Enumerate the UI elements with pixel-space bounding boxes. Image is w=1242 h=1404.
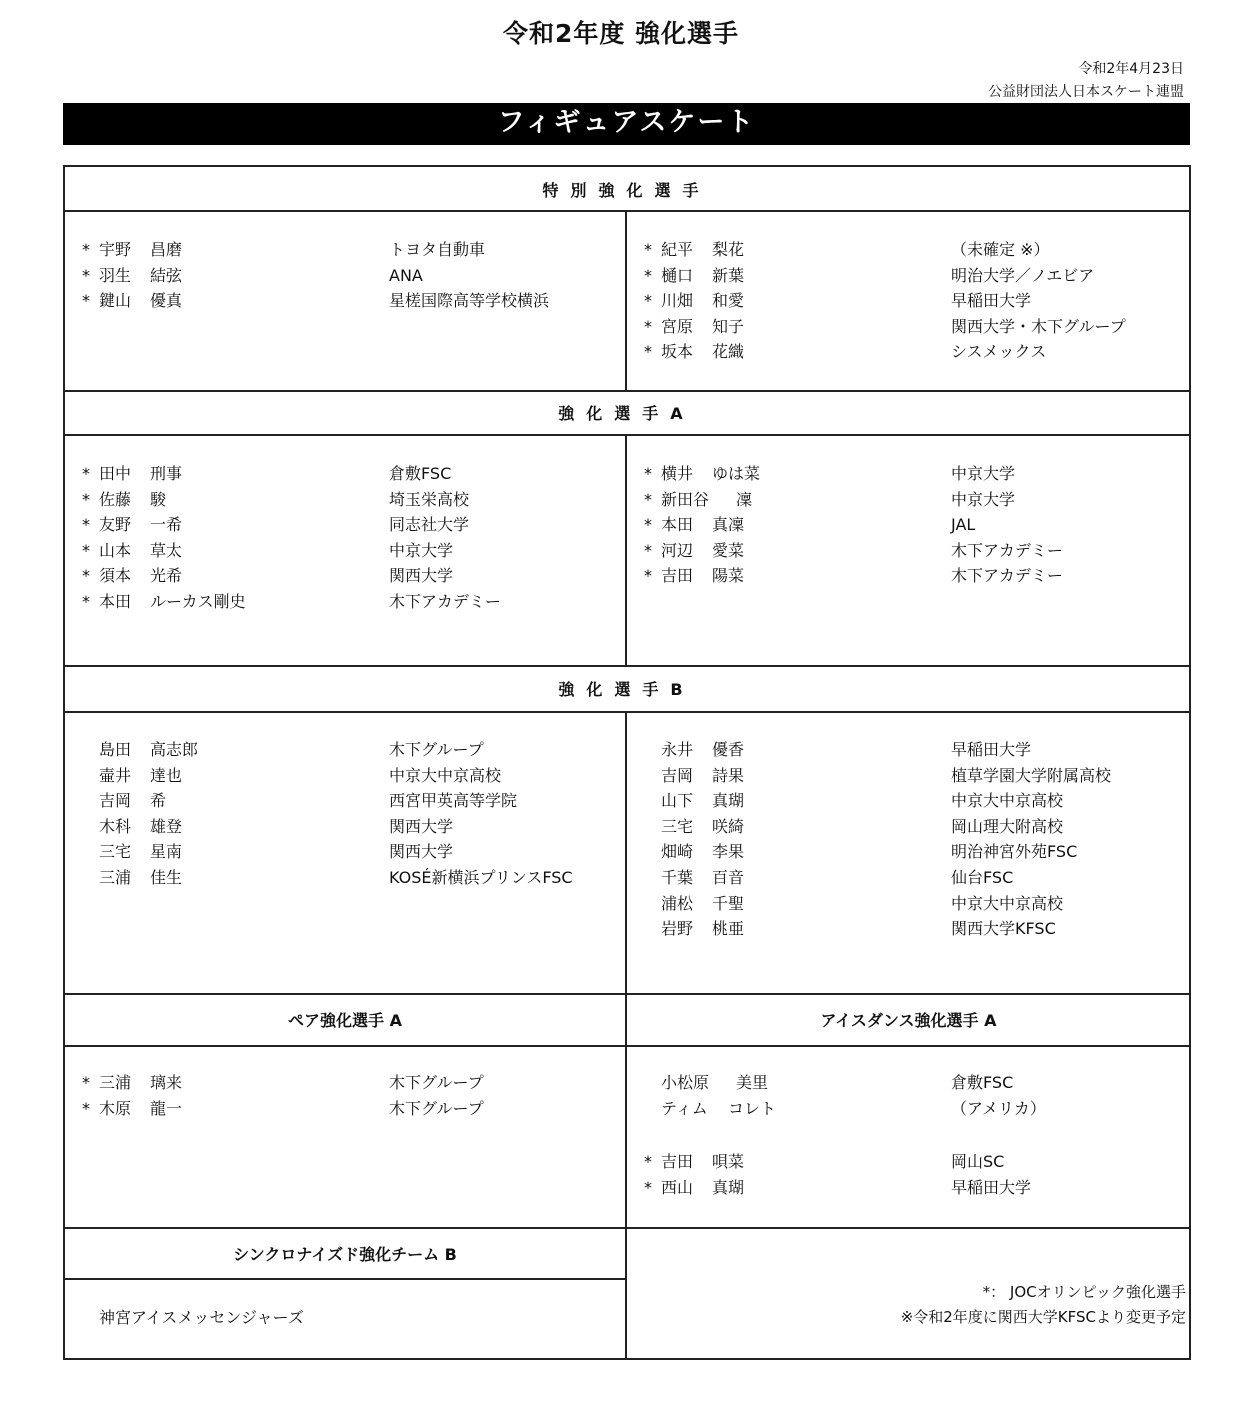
athlete-family-name: 樋口	[661, 265, 694, 285]
athlete-given-name: 陽菜	[712, 566, 745, 586]
athlete-family-name: 宮原	[661, 316, 694, 336]
special-right-list	[644, 237, 1174, 365]
athlete-given-name: 千聖	[712, 893, 745, 913]
list-item	[82, 763, 602, 789]
athlete-affiliation: 中京大学	[951, 464, 1016, 483]
list-item	[644, 1070, 1174, 1096]
athlete-given-name: 詩果	[712, 765, 745, 785]
list-item	[82, 538, 602, 564]
list-item	[644, 763, 1174, 789]
list-item	[82, 288, 602, 314]
list-item	[644, 891, 1174, 917]
athlete-given-name: 一希	[150, 515, 183, 535]
list-item	[82, 512, 602, 538]
athlete-affiliation: 植草学園大学附属高校	[951, 765, 1112, 785]
athlete-family-name: 須本	[99, 566, 132, 586]
athlete-affiliation: 岡山SC	[951, 1152, 1005, 1171]
athlete-affiliation: KOSÉ新横浜プリンスFSC	[389, 867, 573, 887]
joc-mark: *	[644, 515, 652, 535]
affiliation-change-note: ※令和2年度に関西大学KFSCより変更予定	[900, 1308, 1186, 1326]
athlete-family-name: 岩野	[661, 919, 694, 939]
list-item	[644, 237, 1174, 263]
joc-mark: *	[644, 1152, 652, 1171]
section-title-pair: ペア強化選手 A	[288, 1011, 402, 1030]
athlete-affiliation: シスメックス	[951, 342, 1047, 362]
athlete-affiliation: 中京大学	[951, 489, 1016, 509]
column-divider	[625, 210, 627, 392]
athlete-given-name: 駿	[150, 489, 167, 509]
joc-mark: *	[644, 566, 652, 586]
list-item	[644, 814, 1174, 840]
athlete-given-name: 龍一	[150, 1098, 183, 1118]
section-title-special: 特別強化選手	[542, 181, 711, 200]
list-item	[644, 487, 1174, 513]
organization-name: 公益財団法人日本スケート連盟	[988, 84, 1184, 100]
athlete-affiliation: 木下アカデミー	[951, 540, 1063, 560]
section-title-sync: シンクロナイズド強化チーム B	[233, 1245, 457, 1264]
athlete-given-name: 百音	[712, 867, 745, 887]
athlete-given-name: 璃来	[150, 1073, 183, 1092]
pair-list	[82, 1070, 602, 1121]
list-item	[644, 1096, 1174, 1122]
joc-mark: *	[82, 489, 90, 509]
athlete-given-name: 真凜	[712, 515, 745, 535]
athlete-affiliation: 仙台FSC	[951, 867, 1014, 887]
athlete-family-name: 千葉	[661, 867, 694, 887]
list-item	[644, 314, 1174, 340]
section-title-a: 強化選手A	[558, 404, 695, 423]
athlete-given-name: 昌磨	[150, 240, 183, 259]
athlete-given-name: 和愛	[712, 291, 745, 311]
list-item	[644, 512, 1174, 538]
athlete-given-name: 桃亜	[712, 919, 745, 939]
athlete-family-name: 羽生	[99, 265, 132, 285]
joc-mark: *	[82, 291, 90, 311]
list-item	[644, 288, 1174, 314]
athlete-given-name: 刑事	[150, 464, 183, 483]
list-item	[82, 487, 602, 513]
list-item	[82, 839, 602, 865]
dance-list-2	[644, 1149, 1174, 1200]
list-item	[82, 263, 602, 289]
list-item	[82, 461, 602, 487]
joc-mark: *	[82, 515, 90, 535]
athlete-affiliation: JAL	[951, 515, 976, 535]
athlete-affiliation: 中京大中京高校	[389, 765, 502, 785]
athlete-affiliation: 同志社大学	[389, 515, 470, 535]
joc-mark: *	[82, 265, 90, 285]
list-item	[644, 865, 1174, 891]
list-item	[644, 1149, 1174, 1175]
athlete-family-name: 本田	[99, 591, 132, 611]
athlete-family-name: 田中	[99, 464, 132, 483]
column-divider	[625, 434, 627, 667]
b-left-list	[82, 737, 602, 891]
athlete-family-name: 木科	[99, 816, 132, 836]
athlete-family-name: 宇野	[99, 240, 132, 259]
athlete-affiliation: 明治神宮外苑FSC	[951, 842, 1078, 862]
athlete-family-name: 河辺	[661, 540, 694, 560]
athlete-given-name: 高志郎	[150, 740, 199, 759]
athlete-affiliation: 関西大学KFSC	[951, 919, 1056, 939]
athlete-given-name: 花織	[712, 342, 745, 362]
athlete-affiliation: 木下アカデミー	[951, 566, 1063, 586]
section-title-b: 強化選手B	[558, 680, 695, 699]
list-item	[644, 339, 1174, 365]
section-title-dance: アイスダンス強化選手 A	[820, 1011, 997, 1030]
joc-mark: *	[644, 316, 652, 336]
athlete-given-name: 愛菜	[712, 540, 745, 560]
athlete-given-name: 知子	[712, 316, 745, 336]
joc-mark: *	[644, 265, 652, 285]
athlete-affiliation: 岡山理大附高校	[951, 816, 1064, 836]
athlete-given-name: 李果	[712, 842, 745, 862]
athlete-affiliation: 木下アカデミー	[389, 591, 501, 611]
joc-mark: *	[82, 464, 90, 483]
joc-mark: *	[644, 489, 652, 509]
athlete-affiliation: 木下グループ	[389, 1098, 484, 1118]
athlete-affiliation: 星槎国際高等学校横浜	[389, 291, 550, 311]
athlete-family-name: 紀平	[661, 240, 694, 259]
athlete-affiliation: （未確定 ※）	[951, 240, 1050, 259]
list-item	[82, 237, 602, 263]
athlete-affiliation: 関西大学	[389, 816, 454, 836]
joc-mark: *	[644, 342, 652, 362]
joc-mark: *	[644, 1177, 652, 1197]
athlete-family-name: 吉岡	[99, 791, 132, 811]
athlete-family-name: 三宅	[99, 842, 132, 862]
athlete-affiliation: 中京大中京高校	[951, 791, 1064, 811]
athlete-affiliation: 早稲田大学	[951, 1177, 1032, 1197]
joc-mark: *	[82, 540, 90, 560]
joc-mark: *	[82, 591, 90, 611]
athlete-family-name: 吉岡	[661, 765, 694, 785]
list-item	[82, 865, 602, 891]
dance-list-1	[644, 1070, 1174, 1121]
athlete-affiliation: 早稲田大学	[951, 291, 1032, 311]
athlete-given-name: 新葉	[712, 265, 745, 285]
joc-mark: *	[82, 566, 90, 586]
joc-mark: *	[644, 291, 652, 311]
athlete-given-name: 優真	[150, 291, 183, 311]
athlete-family-name: 浦松	[661, 893, 694, 913]
athlete-family-name: 三宅	[661, 816, 694, 836]
athlete-family-name: 吉田	[661, 1152, 694, 1171]
athlete-given-name: ゆは菜	[712, 464, 761, 483]
athlete-given-name: 結弦	[150, 265, 183, 285]
athlete-family-name: 横井	[661, 464, 694, 483]
athlete-family-name: 壷井	[99, 765, 132, 785]
athlete-affiliation: 中京大学	[389, 540, 454, 560]
joc-legend-note: *： JOCオリンピック強化選手	[982, 1283, 1186, 1301]
list-item	[644, 538, 1174, 564]
list-item	[644, 916, 1174, 942]
joc-mark: *	[82, 1098, 90, 1118]
list-item	[82, 1070, 602, 1096]
athlete-given-name: 凜	[736, 489, 753, 509]
athlete-affiliation: 木下グループ	[389, 1073, 484, 1092]
list-item	[644, 1175, 1174, 1201]
athlete-given-name: 梨花	[712, 240, 745, 259]
athlete-affiliation: 木下グループ	[389, 740, 484, 759]
list-item	[644, 788, 1174, 814]
athlete-family-name: 新田谷	[661, 489, 710, 509]
list-item	[82, 589, 602, 615]
athlete-affiliation: 関西大学・木下グループ	[951, 316, 1126, 336]
special-left-list	[82, 237, 602, 314]
athlete-affiliation: 早稲田大学	[951, 740, 1032, 759]
athlete-given-name: 佳生	[150, 867, 183, 887]
list-item	[644, 563, 1174, 589]
athlete-affiliation: （アメリカ）	[951, 1098, 1046, 1118]
joc-mark: *	[82, 1073, 90, 1092]
athlete-given-name: コレト	[728, 1098, 777, 1118]
athlete-given-name: 真瑚	[712, 791, 745, 811]
joc-mark: *	[644, 540, 652, 560]
joc-mark: *	[644, 240, 652, 259]
athlete-given-name: 草太	[150, 540, 183, 560]
athlete-family-name: 西山	[661, 1177, 694, 1197]
athlete-affiliation: 倉敷FSC	[389, 464, 452, 483]
b-right-list	[644, 737, 1174, 942]
athlete-family-name: 佐藤	[99, 489, 132, 509]
athlete-affiliation: 明治大学／ノエビア	[951, 265, 1095, 285]
athlete-family-name: 木原	[99, 1098, 132, 1118]
athlete-given-name: 咲綺	[712, 816, 745, 836]
athlete-family-name: 吉田	[661, 566, 694, 586]
athlete-affiliation: 関西大学	[389, 842, 454, 862]
athlete-family-name: 山下	[661, 791, 694, 811]
divider	[63, 1278, 627, 1280]
athlete-affiliation: 埼玉栄高校	[389, 489, 470, 509]
list-item	[82, 1096, 602, 1122]
athlete-affiliation: トヨタ自動車	[389, 240, 486, 259]
athlete-affiliation: ANA	[389, 265, 423, 285]
athlete-given-name: 達也	[150, 765, 183, 785]
page-title: 令和2年度 強化選手	[502, 19, 740, 48]
athlete-family-name: 小松原	[661, 1073, 710, 1092]
list-item	[82, 788, 602, 814]
synchro-team-name: 神宮アイスメッセンジャーズ	[99, 1308, 304, 1327]
athlete-affiliation: 中京大中京高校	[951, 893, 1064, 913]
athlete-family-name: 川畑	[661, 291, 694, 311]
athlete-family-name: 三浦	[99, 867, 132, 887]
athlete-affiliation: 西宮甲英高等学院	[389, 791, 518, 811]
athlete-given-name: 希	[150, 791, 167, 811]
athlete-family-name: 畑崎	[661, 842, 694, 862]
athlete-given-name: 星南	[150, 842, 183, 862]
a-left-list	[82, 461, 602, 615]
list-item	[644, 737, 1174, 763]
list-item	[82, 737, 602, 763]
list-item	[644, 461, 1174, 487]
athlete-family-name: 永井	[661, 740, 694, 759]
athlete-family-name: 坂本	[661, 342, 694, 362]
athlete-affiliation: 関西大学	[389, 566, 454, 586]
athlete-affiliation: 倉敷FSC	[951, 1073, 1014, 1092]
issue-date: 令和2年4月23日	[1078, 61, 1184, 77]
athlete-given-name: 雄登	[150, 816, 183, 836]
athlete-given-name: 美里	[736, 1073, 769, 1092]
athlete-family-name: 本田	[661, 515, 694, 535]
list-item	[644, 263, 1174, 289]
athlete-family-name: 三浦	[99, 1073, 132, 1092]
joc-mark: *	[644, 464, 652, 483]
athlete-given-name: 真瑚	[712, 1177, 745, 1197]
athlete-given-name: ルーカス剛史	[150, 591, 246, 611]
joc-mark: *	[82, 240, 90, 259]
athlete-given-name: 光希	[150, 566, 183, 586]
a-right-list	[644, 461, 1174, 589]
athlete-given-name: 優香	[712, 740, 745, 759]
discipline-banner: フィギュアスケート	[63, 103, 1190, 145]
list-item	[644, 839, 1174, 865]
athlete-given-name: 唄菜	[712, 1152, 745, 1171]
athlete-family-name: 島田	[99, 740, 132, 759]
list-item	[82, 814, 602, 840]
athlete-family-name: 友野	[99, 515, 132, 535]
athlete-family-name: 鍵山	[99, 291, 132, 311]
athlete-family-name: ティム	[661, 1098, 708, 1118]
list-item	[82, 563, 602, 589]
athlete-family-name: 山本	[99, 540, 132, 560]
